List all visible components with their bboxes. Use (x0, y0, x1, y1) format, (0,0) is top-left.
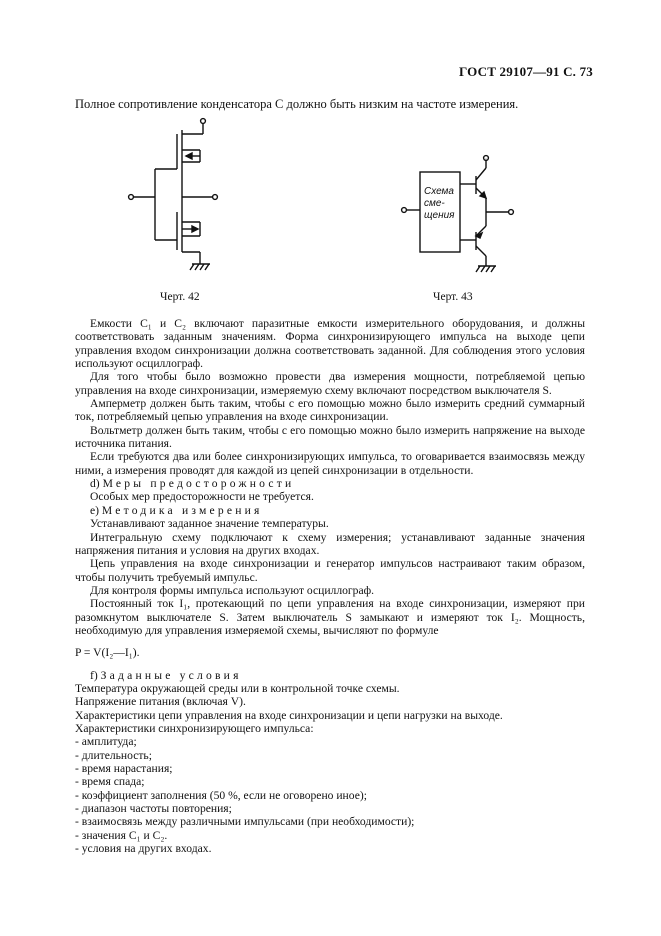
list-item: - условия на других входах. (75, 842, 212, 856)
section-d-heading (75, 477, 585, 490)
list-item: - взаимосвязь между различными импульсами (при необходимости); (75, 815, 415, 829)
paragraph: Характеристики цепи управления на входе синхронизации и цепи нагрузки на выходе. (75, 708, 503, 722)
list-item: - время спада; (75, 775, 145, 789)
terminal-top (201, 119, 206, 124)
section-e-heading (75, 504, 585, 517)
list-item: - значения C₁ и C₂. (75, 828, 168, 842)
figure-43-caption: Черт. 43 (433, 291, 473, 303)
section-title: Методика измерения (101, 503, 263, 517)
paragraph: Температура окружающей среды или в контрольной точке схемы. (75, 681, 400, 695)
terminal-output (213, 195, 218, 200)
list-item: - коэффициент заполнения (50 %, если не оговорено иное); (75, 788, 367, 802)
paragraph: Вольтметр должен быть таким, чтобы с его помощью можно было измерить напряжение на выходе источника питания. (75, 423, 585, 451)
paragraph: Устанавливают заданное значение температуры. (90, 517, 329, 531)
paragraph: Для того чтобы было возможно провести два измерения мощности, потребляемой цепью управления на входе синхронизации, измеряемую схему включают посредством выключателя S. (75, 370, 585, 397)
box-label-line3: щения (424, 210, 455, 221)
section-label: d) (90, 477, 100, 491)
paragraph: Напряжение питания (включая V). (75, 695, 246, 709)
box-label-line2: сме- (424, 198, 445, 209)
list-item: - длительность; (75, 748, 152, 762)
figure-43-top-terminal (480, 152, 494, 166)
paragraph: Цепь управления на входе синхронизации и генератор импульсов настраивают таким образом, чтобы получить требуемый импульс. (75, 557, 585, 584)
terminal-input (129, 195, 134, 200)
paragraph: Особых мер предосторожности не требуется. (90, 490, 314, 504)
list-item: - амплитуда; (75, 735, 137, 749)
figure-42-schematic (120, 112, 220, 277)
figure-42-caption: Черт. 42 (160, 291, 200, 303)
paragraph: Постоянный ток I₁, протекающий по цепи управления на входе синхронизации, измеряют при разомкнутом выключателе S. Затем выключатель S замыкают и измеряют ток I₂. Мощность, необходимую для управления измеряемой схемы, вычисляют по формуле (75, 597, 585, 637)
terminal-input (402, 208, 407, 213)
paragraph: Амперметр должен быть таким, чтобы с его помощью можно было измерить средний суммарный ток, потребляемый цепью управления на входе синхронизации. (75, 397, 585, 424)
terminal-output (509, 210, 514, 215)
list-item: - диапазон частоты повторения; (75, 802, 232, 816)
body-text (75, 317, 585, 855)
paragraph: Характеристики синхронизирующего импульса: (75, 721, 314, 735)
section-label: f) (90, 668, 98, 682)
section-title: Заданные условия (100, 668, 242, 682)
paragraph: Интегральную схему подключают к схему измерения; устанавливают заданные значения напряжения питания и условия на других входах. (75, 530, 585, 557)
power-formula: P = V(I₂—I₁). (75, 646, 140, 660)
paragraph: Если требуются два или более синхронизирующих импульса, то оговаривается взаимосвязь между ними, а измерения проводят для каждой из цепей синхронизации в отдельности. (75, 450, 585, 477)
paragraph: Для контроля формы импульса используют осциллограф. (90, 583, 375, 597)
section-label: е) (90, 503, 100, 517)
intro-sentence: Полное сопротивление конденсатора С должно быть низким на частоте измерения. (75, 97, 519, 111)
list-item: - время нарастания; (75, 762, 173, 775)
box-label-line1: Схема (424, 186, 454, 197)
section-f-heading (75, 669, 585, 682)
paragraph: Емкости C₁ и C₂ включают паразитные емкости измерительного оборудования, и должны соответствовать заданным значениям. Форма синхронизирующего импульса на выходе цепи управления входом синхронизации должна соответствовать заданной. Для соблюдения этого условия используют осциллограф. (75, 317, 585, 371)
figure-43-schematic (398, 158, 520, 280)
section-title: Меры предосторожности (102, 477, 295, 491)
page-header: ГОСТ 29107—91 С. 73 (459, 64, 593, 79)
